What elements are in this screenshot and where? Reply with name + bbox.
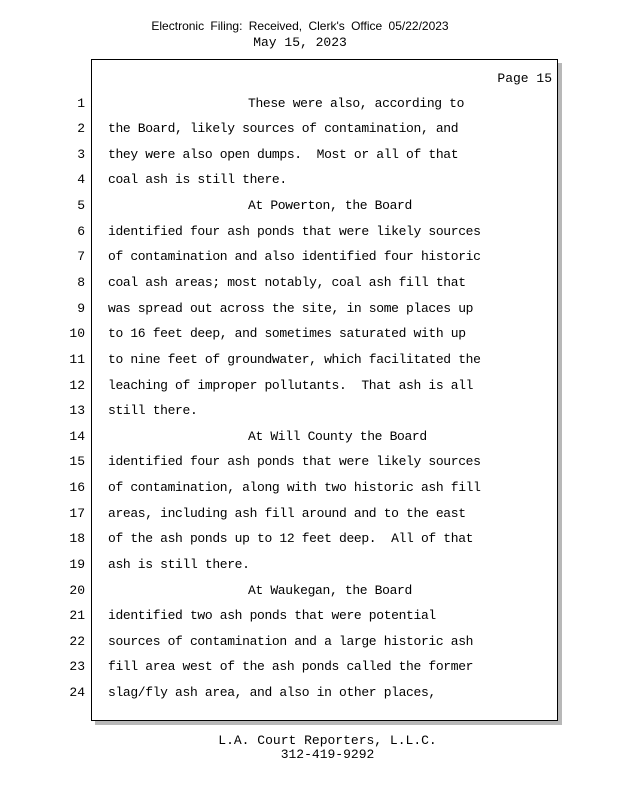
transcript-line: ash is still there. [108, 557, 250, 572]
line-number: 10 [69, 326, 85, 341]
transcript-line: coal ash areas; most notably, coal ash fill that [108, 275, 466, 290]
transcript-line: identified four ash ponds that were likely sources [108, 224, 481, 239]
filing-stamp: Electronic Filing: Received, Clerk's Office 05/22/2023 [151, 19, 449, 33]
line-number: 22 [69, 634, 85, 649]
transcript-line: to nine feet of groundwater, which facilitated the [108, 352, 481, 367]
line-number: 2 [77, 121, 85, 136]
line-number: 16 [69, 480, 85, 495]
line-number: 12 [69, 378, 85, 393]
court-reporter-phone: 312-419-9292 [280, 747, 375, 762]
line-number: 14 [69, 429, 85, 444]
line-number: 1 [77, 96, 85, 111]
transcript-line: These were also, according to [248, 96, 465, 111]
transcript-line: still there. [108, 403, 198, 418]
line-number: 3 [77, 147, 85, 162]
line-number: 21 [69, 608, 85, 623]
transcript-line: of contamination, along with two historic ash fill [108, 480, 481, 495]
line-number: 4 [77, 172, 85, 187]
transcript-line: to 16 feet deep, and sometimes saturated with up [108, 326, 466, 341]
transcript-line: identified two ash ponds that were potential [108, 608, 436, 623]
transcript-line: they were also open dumps. Most or all of that [108, 147, 459, 162]
line-number: 11 [69, 352, 85, 367]
line-number: 24 [69, 685, 85, 700]
transcript-line: the Board, likely sources of contamination, and [108, 121, 459, 136]
line-number: 9 [77, 301, 85, 316]
transcript-line: was spread out across the site, in some places up [108, 301, 474, 316]
page-number: Page 15 [497, 71, 552, 86]
transcript-line: fill area west of the ash ponds called the former [108, 659, 474, 674]
transcript-line: At Will County the Board [248, 429, 427, 444]
transcript-line: coal ash is still there. [108, 172, 287, 187]
transcript-line: identified four ash ponds that were likely sources [108, 454, 481, 469]
line-number: 19 [69, 557, 85, 572]
court-reporter-name: L.A. Court Reporters, L.L.C. [218, 733, 437, 748]
transcript-line: of contamination and also identified four historic [108, 249, 481, 264]
line-number: 6 [77, 224, 85, 239]
line-number: 8 [77, 275, 85, 290]
transcript-line: leaching of improper pollutants. That ash is all [108, 378, 474, 393]
transcript-line: slag/fly ash area, and also in other places, [108, 685, 436, 700]
transcript-date: May 15, 2023 [253, 35, 347, 50]
line-number: 20 [69, 583, 85, 598]
transcript-line: areas, including ash fill around and to the east [108, 506, 466, 521]
line-number: 13 [69, 403, 85, 418]
transcript-line: sources of contamination and a large historic ash [108, 634, 474, 649]
transcript-line: of the ash ponds up to 12 feet deep. All of that [108, 531, 474, 546]
transcript-line: At Powerton, the Board [248, 198, 412, 213]
line-number: 7 [77, 249, 85, 264]
line-number: 17 [69, 506, 85, 521]
line-number: 18 [69, 531, 85, 546]
line-number: 15 [69, 454, 85, 469]
transcript-line: At Waukegan, the Board [248, 583, 412, 598]
line-number: 23 [69, 659, 85, 674]
line-number: 5 [77, 198, 85, 213]
